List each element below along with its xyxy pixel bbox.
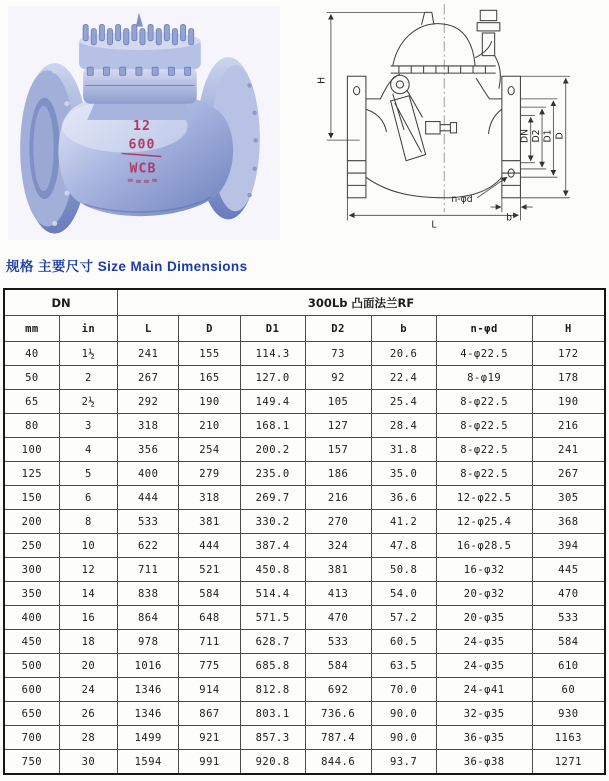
dimension-lines <box>327 12 570 220</box>
table-cell: 28 <box>59 726 117 750</box>
table-cell: 857.3 <box>240 726 305 750</box>
table-cell: 41.2 <box>371 510 436 534</box>
table-cell: 22.4 <box>371 366 436 390</box>
table-row <box>4 702 605 726</box>
table-cell: 628.7 <box>240 630 305 654</box>
column-header-mm: mm <box>4 316 59 342</box>
column-header-n-phi-d: n-φd <box>436 316 532 342</box>
table-cell: 305 <box>532 486 605 510</box>
table-cell: 2 <box>59 366 117 390</box>
dimensions-table <box>3 288 606 775</box>
table-cell: 12-φ22.5 <box>436 486 532 510</box>
table-cell: 190 <box>179 390 240 414</box>
valve-outline <box>347 10 520 197</box>
table-cell: 50.8 <box>371 558 436 582</box>
table-cell: 787.4 <box>305 726 371 750</box>
table-row <box>4 678 605 702</box>
table-cell: 93.7 <box>371 750 436 775</box>
table-cell: 210 <box>179 414 240 438</box>
table-cell: 330.2 <box>240 510 305 534</box>
table-cell: 216 <box>532 414 605 438</box>
table-cell: 1½ <box>59 342 117 366</box>
table-cell: 10 <box>59 534 117 558</box>
table-cell: 445 <box>532 558 605 582</box>
table-cell: 930 <box>532 702 605 726</box>
table-cell: 200 <box>4 510 59 534</box>
table-cell: 24-φ35 <box>436 654 532 678</box>
table-cell: 394 <box>532 534 605 558</box>
table-cell: 1271 <box>532 750 605 775</box>
table-cell: 584 <box>179 582 240 606</box>
valve-photo <box>8 6 280 240</box>
table-row <box>4 462 605 486</box>
table-cell: 80 <box>4 414 59 438</box>
table-cell: 514.4 <box>240 582 305 606</box>
table-cell: 127 <box>305 414 371 438</box>
table-cell: 750 <box>4 750 59 775</box>
table-cell: 12-φ25.4 <box>436 510 532 534</box>
table-cell: 8-φ22.5 <box>436 390 532 414</box>
column-header-d1: D1 <box>240 316 305 342</box>
table-cell: 63.5 <box>371 654 436 678</box>
table-cell: 165 <box>179 366 240 390</box>
table-cell: 610 <box>532 654 605 678</box>
column-header-in: in <box>59 316 117 342</box>
table-cell: 584 <box>532 630 605 654</box>
dim-label-dn: DN <box>519 128 531 144</box>
table-cell: 450.8 <box>240 558 305 582</box>
table-cell: 318 <box>118 414 179 438</box>
table-cell: 35.0 <box>371 462 436 486</box>
table-cell: 648 <box>179 606 240 630</box>
table-cell: 444 <box>118 486 179 510</box>
table-cell: 127.0 <box>240 366 305 390</box>
table-cell: 36-φ35 <box>436 726 532 750</box>
table-cell: 36-φ38 <box>436 750 532 775</box>
table-cell: 413 <box>305 582 371 606</box>
table-cell: 92 <box>305 366 371 390</box>
table-cell: 1346 <box>118 678 179 702</box>
table-cell: 1016 <box>118 654 179 678</box>
valve-drawing-panel <box>300 0 609 242</box>
table-cell: 20 <box>59 654 117 678</box>
table-cell: 168.1 <box>240 414 305 438</box>
table-cell: 20.6 <box>371 342 436 366</box>
table-cell: 324 <box>305 534 371 558</box>
table-cell: 4-φ22.5 <box>436 342 532 366</box>
table-cell: 18 <box>59 630 117 654</box>
table-cell: 26 <box>59 702 117 726</box>
table-cell: 844.6 <box>305 750 371 775</box>
table-cell: 867 <box>179 702 240 726</box>
valve-photo-panel <box>8 6 280 240</box>
table-cell: 470 <box>532 582 605 606</box>
table-cell: 241 <box>118 342 179 366</box>
table-cell: 36.6 <box>371 486 436 510</box>
table-cell: 20-φ32 <box>436 582 532 606</box>
table-cell: 254 <box>179 438 240 462</box>
table-row <box>4 390 605 414</box>
table-cell: 8-φ22.5 <box>436 462 532 486</box>
table-cell: 190 <box>532 390 605 414</box>
table-cell: 300 <box>4 558 59 582</box>
table-cell: 622 <box>118 534 179 558</box>
table-cell: 692 <box>305 678 371 702</box>
table-cell: 200.2 <box>240 438 305 462</box>
table-row <box>4 654 605 678</box>
table-cell: 1594 <box>118 750 179 775</box>
table-cell: 24 <box>59 678 117 702</box>
table-cell: 571.5 <box>240 606 305 630</box>
table-cell: 90.0 <box>371 726 436 750</box>
table-cell: 600 <box>4 678 59 702</box>
table-cell: 450 <box>4 630 59 654</box>
table-cell: 4 <box>59 438 117 462</box>
table-cell: 20-φ35 <box>436 606 532 630</box>
table-cell: 30 <box>59 750 117 775</box>
table-cell: 685.8 <box>240 654 305 678</box>
table-cell: 1346 <box>118 702 179 726</box>
table-cell: 269.7 <box>240 486 305 510</box>
table-cell: 775 <box>179 654 240 678</box>
table-cell: 267 <box>532 462 605 486</box>
table-cell: 318 <box>179 486 240 510</box>
table-cell: 736.6 <box>305 702 371 726</box>
table-cell: 803.1 <box>240 702 305 726</box>
dim-label-l: L <box>431 219 437 231</box>
table-row <box>4 486 605 510</box>
table-cell: 100 <box>4 438 59 462</box>
table-cell: 711 <box>118 558 179 582</box>
table-cell: 864 <box>118 606 179 630</box>
table-cell: 47.8 <box>371 534 436 558</box>
table-cell: 16-φ32 <box>436 558 532 582</box>
table-cell: 400 <box>118 462 179 486</box>
table-cell: 73 <box>305 342 371 366</box>
table-cell: 920.8 <box>240 750 305 775</box>
table-row <box>4 414 605 438</box>
table-cell: 157 <box>305 438 371 462</box>
table-cell: 105 <box>305 390 371 414</box>
table-row <box>4 630 605 654</box>
table-cell: 24-φ35 <box>436 630 532 654</box>
dim-label-d: D <box>554 132 566 140</box>
table-cell: 400 <box>4 606 59 630</box>
table-cell: 444 <box>179 534 240 558</box>
table-row <box>4 534 605 558</box>
table-cell: 250 <box>4 534 59 558</box>
column-header-d2: D2 <box>305 316 371 342</box>
marking-size: 12 <box>133 119 151 135</box>
table-cell: 25.4 <box>371 390 436 414</box>
table-cell: 292 <box>118 390 179 414</box>
table-cell: 172 <box>532 342 605 366</box>
table-cell: 3 <box>59 414 117 438</box>
table-cell: 50 <box>4 366 59 390</box>
table-cell: 178 <box>532 366 605 390</box>
table-cell: 60.5 <box>371 630 436 654</box>
table-row <box>4 558 605 582</box>
table-cell: 279 <box>179 462 240 486</box>
table-row <box>4 342 605 366</box>
table-row <box>4 582 605 606</box>
table-cell: 381 <box>305 558 371 582</box>
table-cell: 241 <box>532 438 605 462</box>
table-cell: 114.3 <box>240 342 305 366</box>
dimension-labels <box>317 77 566 231</box>
table-cell: 533 <box>118 510 179 534</box>
table-cell: 978 <box>118 630 179 654</box>
table-cell: 6 <box>59 486 117 510</box>
dim-label-d2: D2 <box>530 129 542 143</box>
table-cell: 8-φ19 <box>436 366 532 390</box>
table-cell: 186 <box>305 462 371 486</box>
table-cell: 368 <box>532 510 605 534</box>
table-cell: 921 <box>179 726 240 750</box>
table-cell: 1499 <box>118 726 179 750</box>
table-cell: 350 <box>4 582 59 606</box>
table-cell: 8-φ22.5 <box>436 414 532 438</box>
table-cell: 267 <box>118 366 179 390</box>
table-cell: 149.4 <box>240 390 305 414</box>
table-cell: 812.8 <box>240 678 305 702</box>
table-cell: 235.0 <box>240 462 305 486</box>
group-header-flange: 300Lb 凸面法兰RF <box>118 289 605 316</box>
column-header-d: D <box>179 316 240 342</box>
table-cell: 54.0 <box>371 582 436 606</box>
table-row <box>4 510 605 534</box>
table-cell: 838 <box>118 582 179 606</box>
table-row <box>4 726 605 750</box>
table-cell: 711 <box>179 630 240 654</box>
table-cell: 914 <box>179 678 240 702</box>
dim-label-n-phi-d: n-φd <box>451 193 473 205</box>
table-cell: 1163 <box>532 726 605 750</box>
table-cell: 24-φ41 <box>436 678 532 702</box>
dimensions-table-body <box>4 342 605 775</box>
group-header-dn: DN <box>4 289 118 316</box>
table-cell: 216 <box>305 486 371 510</box>
table-cell: 584 <box>305 654 371 678</box>
column-header-l: L <box>118 316 179 342</box>
table-cell: 700 <box>4 726 59 750</box>
marking-material: WCB <box>129 161 157 177</box>
table-cell: 16 <box>59 606 117 630</box>
table-cell: 533 <box>305 630 371 654</box>
table-group-header-row <box>4 289 605 316</box>
table-cell: 2½ <box>59 390 117 414</box>
table-cell: 12 <box>59 558 117 582</box>
table-row <box>4 438 605 462</box>
table-row <box>4 750 605 775</box>
valve-drawing <box>300 0 609 239</box>
table-cell: 60 <box>532 678 605 702</box>
table-row <box>4 366 605 390</box>
table-cell: 521 <box>179 558 240 582</box>
table-cell: 533 <box>532 606 605 630</box>
table-cell: 356 <box>118 438 179 462</box>
table-cell: 57.2 <box>371 606 436 630</box>
dim-label-h: H <box>316 76 328 84</box>
table-row <box>4 606 605 630</box>
table-cell: 32-φ35 <box>436 702 532 726</box>
table-cell: 40 <box>4 342 59 366</box>
table-column-header-row <box>4 316 605 342</box>
table-cell: 31.8 <box>371 438 436 462</box>
column-header-h: H <box>532 316 605 342</box>
table-cell: 125 <box>4 462 59 486</box>
column-header-b: b <box>371 316 436 342</box>
table-cell: 65 <box>4 390 59 414</box>
dim-label-d1: D1 <box>542 129 554 143</box>
table-cell: 150 <box>4 486 59 510</box>
table-cell: 381 <box>179 510 240 534</box>
table-cell: 270 <box>305 510 371 534</box>
table-cell: 28.4 <box>371 414 436 438</box>
table-cell: 14 <box>59 582 117 606</box>
dim-label-b: b <box>506 212 513 224</box>
table-cell: 470 <box>305 606 371 630</box>
table-cell: 70.0 <box>371 678 436 702</box>
table-cell: 387.4 <box>240 534 305 558</box>
table-cell: 16-φ28.5 <box>436 534 532 558</box>
table-cell: 90.0 <box>371 702 436 726</box>
marking-class: 600 <box>128 137 156 153</box>
table-cell: 8 <box>59 510 117 534</box>
table-cell: 991 <box>179 750 240 775</box>
table-cell: 500 <box>4 654 59 678</box>
table-cell: 155 <box>179 342 240 366</box>
table-cell: 650 <box>4 702 59 726</box>
table-cell: 5 <box>59 462 117 486</box>
table-cell: 8-φ22.5 <box>436 438 532 462</box>
page-title: 规格 主要尺寸 Size Main Dimensions <box>6 259 248 274</box>
